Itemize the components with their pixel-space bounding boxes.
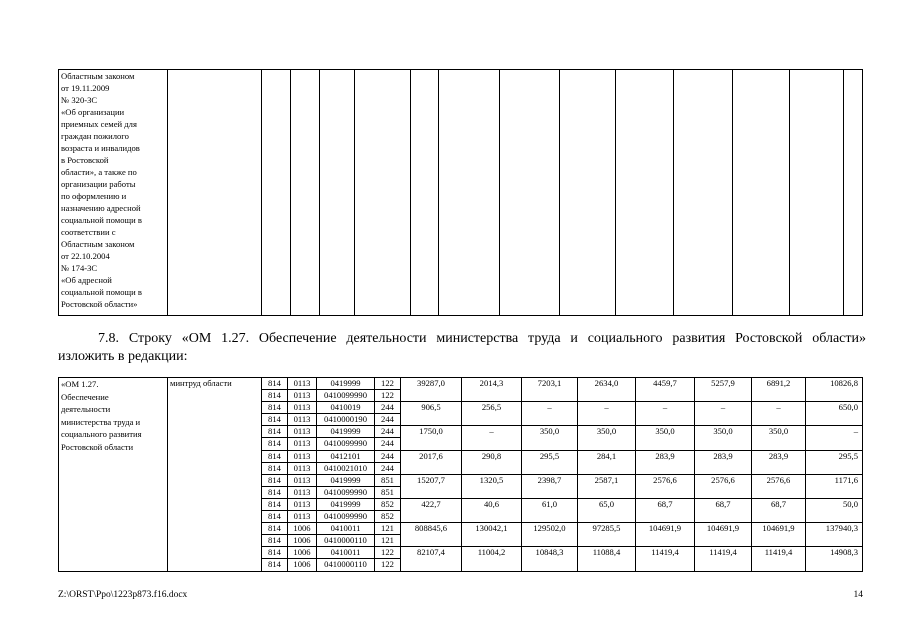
code-cell: 0113 xyxy=(288,426,317,438)
value-cell: 1320,5 xyxy=(462,474,522,498)
value-cell: 5257,9 xyxy=(695,378,752,402)
value-cell: 6891,2 xyxy=(752,378,806,402)
code-cell: 0113 xyxy=(288,438,317,450)
top-description-line: от 19.11.2009 xyxy=(61,83,110,93)
code-cell: 814 xyxy=(262,390,288,402)
code-cell: 1006 xyxy=(288,547,317,559)
top-description-line: от 22.10.2004 xyxy=(61,251,110,261)
value-cell: 137940,3 xyxy=(806,523,863,547)
value-cell: 129502,0 xyxy=(522,523,578,547)
value-cell: 11419,4 xyxy=(752,547,806,571)
value-cell: 7203,1 xyxy=(522,378,578,402)
code-cell: 0410099990 xyxy=(317,511,375,523)
code-cell: 814 xyxy=(262,474,288,486)
code-cell: 0113 xyxy=(288,474,317,486)
top-description-line: в Ростовской xyxy=(61,155,109,165)
code-cell: 122 xyxy=(375,559,401,571)
value-cell: 906,5 xyxy=(401,402,462,426)
code-cell: 0113 xyxy=(288,462,317,474)
item-name-line: Обеспечение xyxy=(61,391,109,402)
value-cell: 350,0 xyxy=(752,426,806,450)
top-empty-cell xyxy=(168,70,262,316)
value-cell: 2576,6 xyxy=(752,474,806,498)
top-description-line: граждан пожилого xyxy=(61,131,129,141)
value-cell: 284,1 xyxy=(578,450,636,474)
value-cell: 2576,6 xyxy=(636,474,695,498)
code-cell: 852 xyxy=(375,511,401,523)
code-cell: 122 xyxy=(375,390,401,402)
value-cell: 256,5 xyxy=(462,402,522,426)
top-empty-cell xyxy=(262,70,291,316)
top-description-line: № 174-ЗС xyxy=(61,263,98,273)
value-cell: 350,0 xyxy=(636,426,695,450)
value-cell: 2398,7 xyxy=(522,474,578,498)
value-cell: 4459,7 xyxy=(636,378,695,402)
item-name-line: социального развития xyxy=(61,429,142,439)
top-description-line: области», а также по xyxy=(61,167,137,177)
value-cell: 283,9 xyxy=(752,450,806,474)
top-table xyxy=(58,69,863,316)
value-cell: 104691,9 xyxy=(752,523,806,547)
value-cell: – xyxy=(578,402,636,426)
code-cell: 244 xyxy=(375,438,401,450)
code-cell: 1006 xyxy=(288,523,317,535)
code-cell: 0113 xyxy=(288,450,317,462)
code-cell: 0113 xyxy=(288,414,317,426)
top-description-line: соответствии с xyxy=(61,227,116,237)
code-cell: 121 xyxy=(375,535,401,547)
value-cell: 50,0 xyxy=(806,498,863,522)
value-cell: 295,5 xyxy=(522,450,578,474)
value-cell: 130042,1 xyxy=(462,523,522,547)
code-cell: 0410011 xyxy=(317,547,375,559)
code-cell: 0410021010 xyxy=(317,462,375,474)
top-description-line: Ростовской области» xyxy=(61,299,138,309)
value-cell: 11419,4 xyxy=(636,547,695,571)
value-cell: 104691,9 xyxy=(695,523,752,547)
code-cell: 814 xyxy=(262,462,288,474)
code-cell: 814 xyxy=(262,498,288,510)
code-cell: 814 xyxy=(262,414,288,426)
top-empty-cell xyxy=(844,70,863,316)
top-description-line: социальной помощи в xyxy=(61,287,142,297)
value-cell: 40,6 xyxy=(462,498,522,522)
top-description-line: возраста и инвалидов xyxy=(61,143,140,153)
value-cell: 11088,4 xyxy=(578,547,636,571)
value-cell: 15207,7 xyxy=(401,474,462,498)
code-cell: 814 xyxy=(262,547,288,559)
value-cell: 295,5 xyxy=(806,450,863,474)
top-description-line: Областным законом xyxy=(61,71,135,81)
item-name-line: Ростовской области xyxy=(61,441,134,452)
code-cell: 0419999 xyxy=(317,378,375,390)
top-description-line: социальной помощи в xyxy=(61,215,142,225)
value-cell: 39287,0 xyxy=(401,378,462,402)
top-description-line: приемных семей для xyxy=(61,119,137,129)
value-cell: 2014,3 xyxy=(462,378,522,402)
value-cell: 65,0 xyxy=(578,498,636,522)
value-cell: 2017,6 xyxy=(401,450,462,474)
value-cell: 68,7 xyxy=(695,498,752,522)
code-cell: 0410011 xyxy=(317,523,375,535)
value-cell: – xyxy=(636,402,695,426)
value-cell: 2587,1 xyxy=(578,474,636,498)
code-cell: 0113 xyxy=(288,511,317,523)
value-cell: 808845,6 xyxy=(401,523,462,547)
footer-page-number: 14 xyxy=(853,590,863,600)
value-cell: – xyxy=(806,426,863,450)
code-cell: 0113 xyxy=(288,486,317,498)
top-empty-cell xyxy=(560,70,616,316)
code-cell: 0410000110 xyxy=(317,535,375,547)
code-cell: 0410099990 xyxy=(317,438,375,450)
code-cell: 244 xyxy=(375,414,401,426)
code-cell: 814 xyxy=(262,523,288,535)
top-description-line: «Об организации xyxy=(61,107,125,117)
code-cell: 244 xyxy=(375,462,401,474)
value-cell: 350,0 xyxy=(695,426,752,450)
code-cell: 0113 xyxy=(288,378,317,390)
code-cell: 244 xyxy=(375,426,401,438)
value-cell: 350,0 xyxy=(522,426,578,450)
code-cell: 814 xyxy=(262,450,288,462)
top-description-line: по оформлению и xyxy=(61,191,127,201)
top-description-cell xyxy=(59,70,168,316)
amendment-paragraph: 7.8. Строку «ОМ 1.27. Обеспечение деятельности министерства труда и социального развития Ростовской области» xyxy=(98,331,866,346)
top-empty-cell xyxy=(411,70,439,316)
code-cell: 121 xyxy=(375,523,401,535)
code-cell: 814 xyxy=(262,378,288,390)
top-empty-cell xyxy=(439,70,500,316)
top-description-line: Областным законом xyxy=(61,239,135,249)
value-cell: 650,0 xyxy=(806,402,863,426)
code-cell: 0419999 xyxy=(317,498,375,510)
value-cell: 283,9 xyxy=(695,450,752,474)
code-cell: 852 xyxy=(375,498,401,510)
value-cell: 422,7 xyxy=(401,498,462,522)
code-cell: 0410000190 xyxy=(317,414,375,426)
item-name-line: министерства труда и xyxy=(61,416,141,427)
value-cell: 2634,0 xyxy=(578,378,636,402)
value-cell: 14908,3 xyxy=(806,547,863,571)
code-cell: 1006 xyxy=(288,559,317,571)
code-cell: 122 xyxy=(375,547,401,559)
item-name-line: «ОМ 1.27. xyxy=(61,379,99,389)
value-cell: 68,7 xyxy=(752,498,806,522)
table-row xyxy=(59,378,863,390)
value-cell: 104691,9 xyxy=(636,523,695,547)
code-cell: 0419999 xyxy=(317,426,375,438)
top-empty-cell xyxy=(500,70,560,316)
code-cell: 814 xyxy=(262,535,288,547)
code-cell: 0410099990 xyxy=(317,390,375,402)
code-cell: 0410000110 xyxy=(317,559,375,571)
code-cell: 1006 xyxy=(288,535,317,547)
code-cell: 0419999 xyxy=(317,474,375,486)
top-empty-cell xyxy=(616,70,674,316)
code-cell: 0113 xyxy=(288,402,317,414)
footer-file-path: Z:\ORST\Ppo\1223p873.f16.docx xyxy=(58,590,188,600)
value-cell: 11419,4 xyxy=(695,547,752,571)
top-empty-cell xyxy=(291,70,320,316)
code-cell: 814 xyxy=(262,426,288,438)
value-cell: 97285,5 xyxy=(578,523,636,547)
code-cell: 0412101 xyxy=(317,450,375,462)
code-cell: 851 xyxy=(375,486,401,498)
code-cell: 814 xyxy=(262,559,288,571)
value-cell: 11004,2 xyxy=(462,547,522,571)
top-empty-cell xyxy=(790,70,844,316)
executor-cell: минтруд области xyxy=(168,378,262,572)
code-cell: 0113 xyxy=(288,390,317,402)
top-empty-cell xyxy=(320,70,355,316)
code-cell: 244 xyxy=(375,450,401,462)
code-cell: 244 xyxy=(375,402,401,414)
value-cell: – xyxy=(462,426,522,450)
top-description-line: назначению адресной xyxy=(61,203,141,213)
value-cell: 290,8 xyxy=(462,450,522,474)
code-cell: 814 xyxy=(262,402,288,414)
top-description-line: № 320-ЗС xyxy=(61,95,98,105)
code-cell: 814 xyxy=(262,486,288,498)
value-cell: 283,9 xyxy=(636,450,695,474)
value-cell: 82107,4 xyxy=(401,547,462,571)
code-cell: 814 xyxy=(262,511,288,523)
value-cell: 68,7 xyxy=(636,498,695,522)
top-empty-cell xyxy=(733,70,790,316)
value-cell: 350,0 xyxy=(578,426,636,450)
value-cell: 2576,6 xyxy=(695,474,752,498)
code-cell: 851 xyxy=(375,474,401,486)
code-cell: 0410099990 xyxy=(317,486,375,498)
value-cell: 10826,8 xyxy=(806,378,863,402)
code-cell: 814 xyxy=(262,438,288,450)
value-cell: 10848,3 xyxy=(522,547,578,571)
value-cell: – xyxy=(752,402,806,426)
top-empty-cell xyxy=(355,70,411,316)
value-cell: 1171,6 xyxy=(806,474,863,498)
value-cell: – xyxy=(695,402,752,426)
item-name-cell xyxy=(59,378,168,572)
code-cell: 0410019 xyxy=(317,402,375,414)
value-cell: 1750,0 xyxy=(401,426,462,450)
code-cell: 0113 xyxy=(288,498,317,510)
amendment-paragraph-continuation: изложить в редакции: xyxy=(58,349,188,364)
item-name-line: деятельности xyxy=(61,404,111,414)
top-description-line: организации работы xyxy=(61,179,136,189)
main-table xyxy=(58,377,863,572)
value-cell: 61,0 xyxy=(522,498,578,522)
value-cell: – xyxy=(522,402,578,426)
code-cell: 122 xyxy=(375,378,401,390)
top-empty-cell xyxy=(674,70,733,316)
top-description-line: «Об адресной xyxy=(61,275,112,285)
